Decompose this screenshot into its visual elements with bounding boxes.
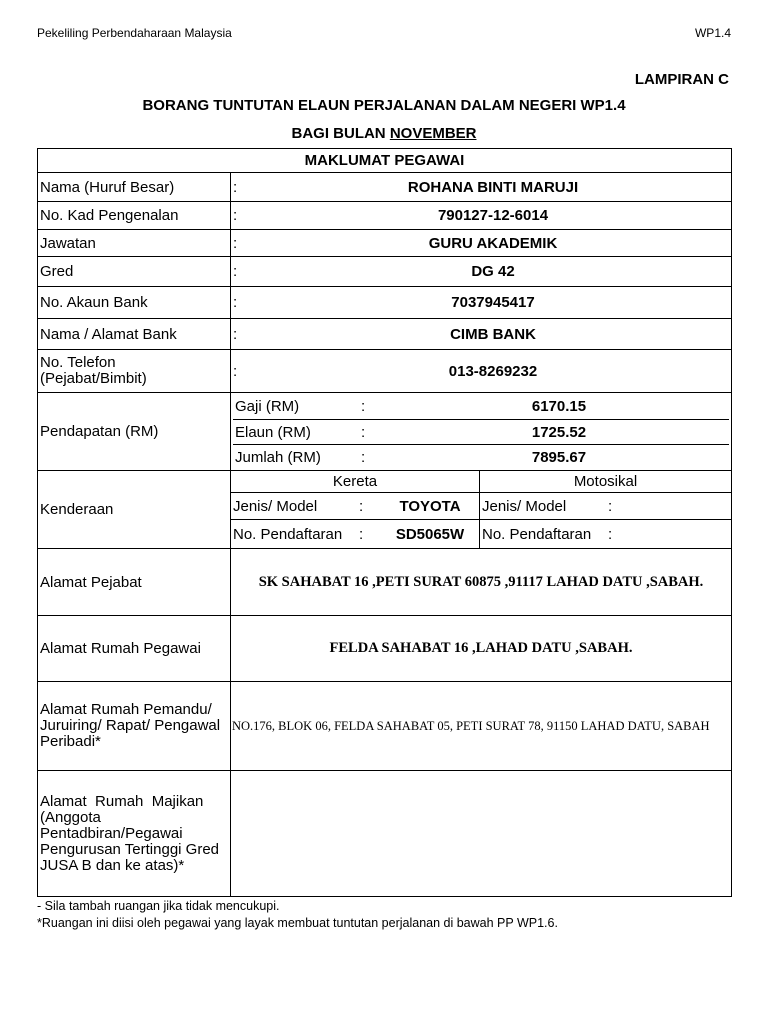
alamat-rumah-label: Alamat Rumah Pegawai	[38, 616, 231, 682]
gaji-label: Gaji (RM)	[235, 397, 300, 415]
kenderaan-label: Kenderaan	[38, 471, 231, 549]
colon: :	[233, 207, 238, 224]
row-alamat-pejabat	[38, 549, 732, 616]
colon: :	[359, 525, 364, 543]
alamat-majikan-label-line3: Pentadbiran/Pegawai	[40, 824, 183, 842]
alamat-rumah-value: FELDA SAHABAT 16 ,LAHAD DATU ,SABAH.	[231, 616, 732, 682]
footnote-2: *Ruangan ini diisi oleh pegawai yang layak membuat tuntutan perjalanan di bawah PP WP1.6.	[37, 916, 558, 930]
telefon-label	[38, 350, 231, 393]
alamat-majikan-label	[38, 771, 231, 897]
form-subtitle	[0, 125, 768, 142]
row-kenderaan-heading	[38, 471, 732, 493]
nama-label: Nama (Huruf Besar)	[38, 173, 231, 202]
gred-value: DG 42	[471, 263, 515, 280]
bank-label: Nama / Alamat Bank	[38, 319, 231, 350]
akaun-label: No. Akaun Bank	[38, 287, 231, 319]
form-title: BORANG TUNTUTAN ELAUN PERJALANAN DALAM NEGERI WP1.4	[142, 97, 626, 114]
gaji-row	[233, 394, 729, 420]
row-jawatan	[38, 230, 732, 257]
row-ic	[38, 202, 732, 230]
alamat-pejabat-value: SK SAHABAT 16 ,PETI SURAT 60875 ,91117 LAHAD DATU ,SABAH.	[231, 549, 732, 616]
footnote-1: - Sila tambah ruangan jika tidak mencukupi.	[37, 899, 280, 913]
elaun-value: 1725.52	[531, 423, 587, 441]
alamat-majikan-value	[231, 771, 732, 897]
row-alamat-majikan	[38, 771, 732, 897]
colon: :	[359, 497, 364, 515]
colon: :	[361, 448, 366, 466]
row-alamat-rumah	[38, 616, 732, 682]
jumlah-label: Jumlah (RM)	[235, 448, 321, 466]
alamat-majikan-label-line5: JUSA B dan ke atas)*	[40, 856, 185, 874]
motosikal-daftar-label: No. Pendaftaran	[482, 525, 592, 543]
colon: :	[233, 234, 238, 252]
pendapatan-subtable	[233, 394, 729, 470]
telefon-label-line1: No. Telefon	[40, 354, 116, 371]
row-alamat-pemandu	[38, 682, 732, 771]
jawatan-value: GURU AKADEMIK	[428, 234, 558, 252]
row-nama	[38, 173, 732, 202]
alamat-majikan-label-line1: Alamat Rumah Majikan	[40, 792, 204, 810]
pendapatan-label: Pendapatan (RM)	[38, 393, 231, 471]
telefon-value: 013-8269232	[448, 362, 538, 380]
elaun-label: Elaun (RM)	[235, 423, 311, 441]
colon: :	[233, 263, 238, 280]
colon: :	[233, 325, 238, 343]
section-heading: MAKLUMAT PEGAWAI	[38, 149, 732, 173]
officer-info-table	[37, 148, 732, 897]
alamat-pemandu-value: NO.176, BLOK 06, FELDA SAHABAT 05, PETI SURAT 78, 91150 LAHAD DATU, SABAH	[231, 682, 732, 771]
alamat-pemandu-label-line2: Juruiring/ Rapat/ Pengawal	[40, 717, 221, 734]
kereta-daftar-label: No. Pendaftaran	[233, 525, 343, 543]
row-telefon	[38, 350, 732, 393]
elaun-row	[233, 420, 729, 445]
kereta-heading: Kereta	[231, 471, 480, 493]
row-gred	[38, 257, 732, 287]
alamat-pemandu-label-line3: Peribadi*	[40, 733, 101, 750]
ic-value: 790127-12-6014	[437, 207, 549, 224]
colon: :	[608, 525, 613, 543]
alamat-majikan-label-line4: Pengurusan Tertinggi Gred	[40, 840, 220, 858]
bank-value: CIMB BANK	[450, 325, 536, 343]
akaun-value: 7037945417	[451, 294, 535, 311]
alamat-majikan-label-line2: (Anggota	[40, 808, 101, 826]
jumlah-row	[233, 445, 729, 470]
motosikal-heading: Motosikal	[480, 471, 732, 493]
colon: :	[608, 497, 613, 515]
kereta-daftar-value: SD5065W	[395, 525, 465, 543]
jumlah-value: 7895.67	[531, 448, 587, 466]
alamat-pemandu-label	[38, 682, 231, 771]
page-header-left: Pekeliling Perbendaharaan Malaysia	[37, 26, 232, 40]
colon: :	[361, 397, 366, 415]
telefon-label-line2: (Pejabat/Bimbit)	[40, 370, 147, 387]
jawatan-label: Jawatan	[38, 230, 231, 257]
row-bank	[38, 319, 732, 350]
gaji-value: 6170.15	[531, 397, 587, 415]
alamat-pejabat-label: Alamat Pejabat	[38, 549, 231, 616]
nama-value: ROHANA BINTI MARUJI	[407, 178, 579, 196]
claim-month: NOVEMBER	[389, 125, 477, 142]
subtitle-prefix: BAGI BULAN	[291, 125, 390, 142]
kereta-jenis-value: TOYOTA	[399, 497, 461, 515]
lampiran-label: LAMPIRAN C	[634, 71, 729, 88]
alamat-pemandu-label-line1: Alamat Rumah Pemandu/	[40, 701, 212, 718]
row-pendapatan	[38, 393, 732, 471]
ic-label: No. Kad Pengenalan	[38, 202, 231, 230]
row-akaun	[38, 287, 732, 319]
colon: :	[233, 362, 238, 380]
colon: :	[233, 178, 238, 196]
colon: :	[361, 423, 366, 441]
page-header-right: WP1.4	[694, 26, 731, 40]
motosikal-jenis-label: Jenis/ Model	[482, 497, 567, 515]
kereta-jenis-label: Jenis/ Model	[233, 497, 318, 515]
gred-label: Gred	[38, 257, 231, 287]
colon: :	[233, 294, 238, 311]
